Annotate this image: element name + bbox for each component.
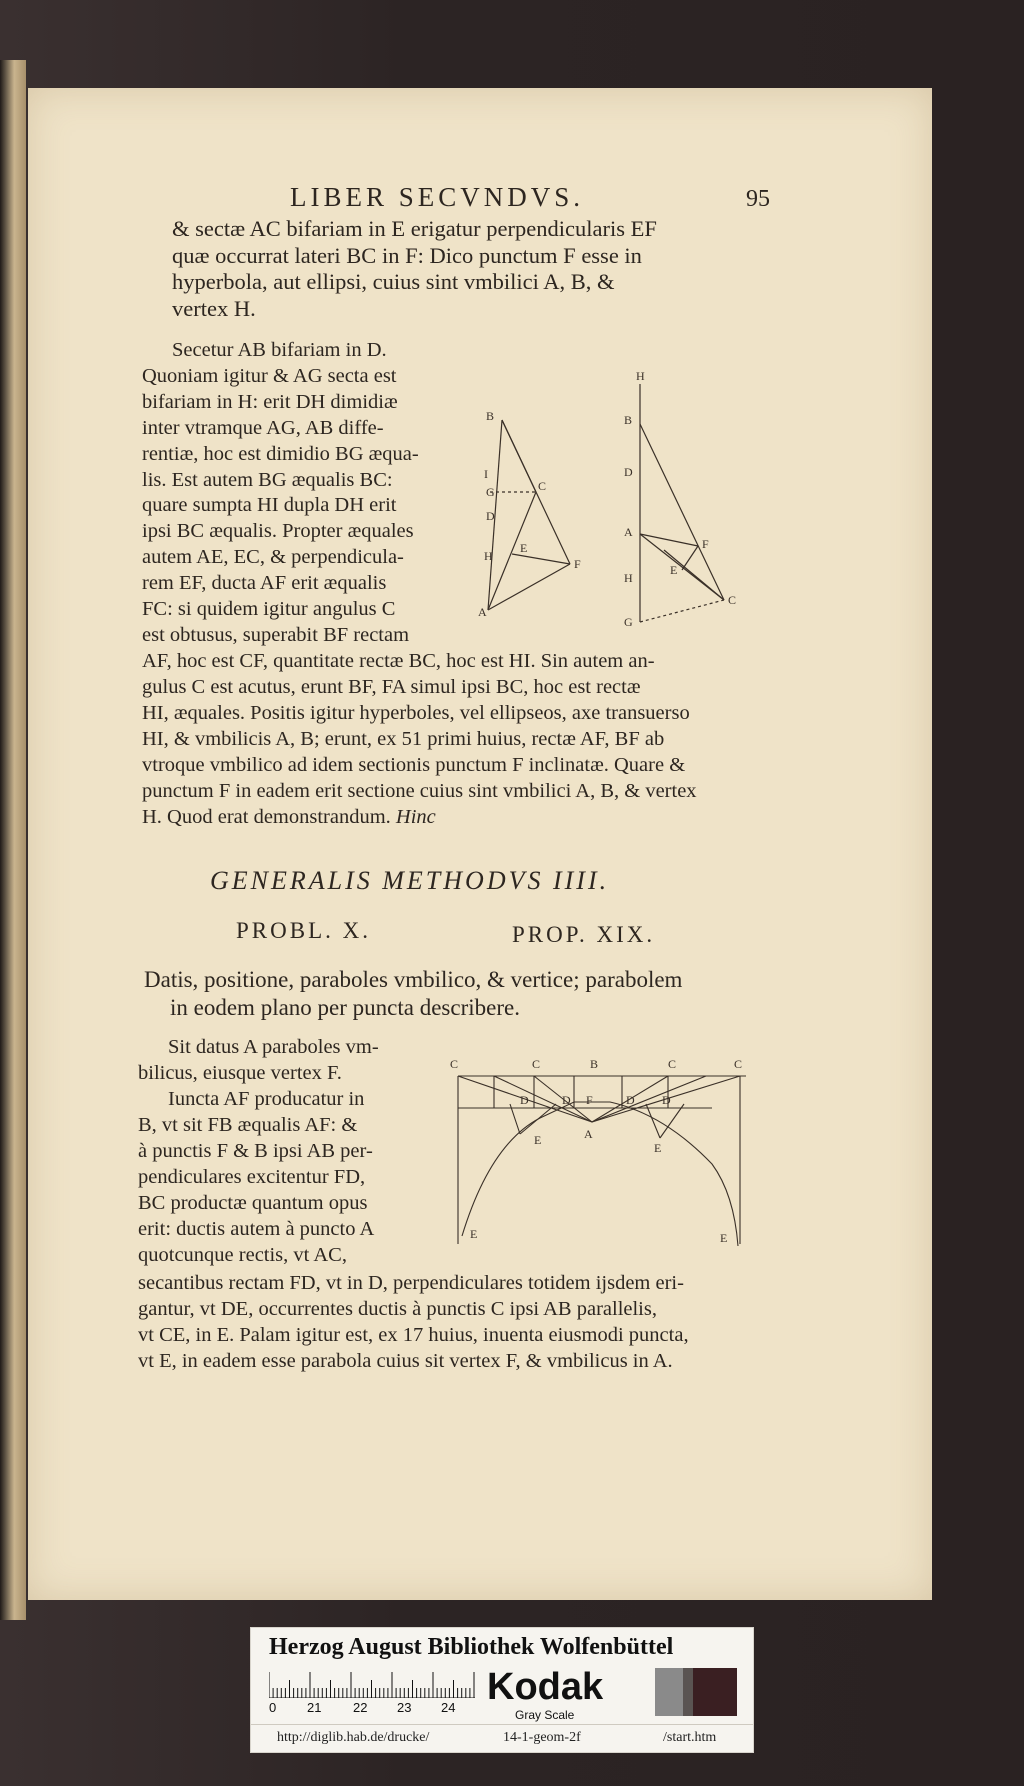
figure-label: E [654, 1141, 662, 1155]
text-line: bifariam in H: erit DH dimidiæ [142, 390, 398, 413]
text-line: B, vt sit FB æqualis AF: & [138, 1114, 358, 1136]
text-line: Datis, positione, paraboles vmbilico, & vertice; parabolem [144, 967, 683, 992]
text-line: vtroque vmbilico ad idem sectionis punctum F inclinatæ. Quare & [142, 754, 686, 776]
text-line: & sectæ AC bifariam in E erigatur perpendicularis EF [172, 216, 657, 241]
text-line: HI, & vmbilicis A, B; erunt, ex 51 primi huius, rectæ AF, BF ab [142, 728, 665, 750]
text-line: est obtusus, superabit BF rectam [142, 623, 410, 646]
figure-label: E [534, 1133, 542, 1147]
ruler-numbers [269, 1700, 479, 1716]
figure-label: F [574, 557, 581, 571]
gray-patch-light [655, 1668, 683, 1716]
figure-label: D [520, 1093, 529, 1107]
text-line: in eodem plano per puncta describere. [170, 995, 520, 1020]
text-line: pendiculares excitentur FD, [138, 1166, 366, 1188]
ruler-scale [269, 1672, 475, 1698]
text-line: ipsi BC æqualis. Propter æquales [142, 520, 414, 543]
ruler-number: 23 [397, 1700, 412, 1715]
figure-label: D [626, 1093, 635, 1107]
text-line: gulus C est acutus, erunt BF, FA simul ipsi BC, hoc est rectæ [142, 676, 641, 698]
figure-label: D [662, 1093, 671, 1107]
text-line: HI, æquales. Positis igitur hyperboles, vel ellipseos, axe transuerso [142, 702, 690, 724]
figure-label: B [590, 1057, 599, 1071]
text-line: lis. Est autem BG æqualis BC: [142, 468, 393, 491]
text-line: quare sumpta HI dupla DH erit [142, 494, 397, 517]
section-heading: GENERALIS METHODVS IIII. [210, 866, 610, 895]
text-line: rem EF, ducta AF erit æqualis [142, 572, 387, 595]
page-number: 95 [746, 186, 770, 212]
figure-label: A [584, 1127, 593, 1141]
text-line: erit: ductis autem à puncto A [138, 1218, 375, 1240]
figure-label: B [624, 413, 633, 427]
ruler-number: 22 [353, 1700, 368, 1715]
figure-label: C [538, 479, 547, 493]
text-line: Sit datus A paraboles vm- [168, 1036, 379, 1058]
proposition-number: PROP. XIX. [512, 922, 656, 947]
text-line: secantibus rectam FD, vt in D, perpendiculares totidem ijsdem eri- [138, 1272, 684, 1294]
text-line [142, 804, 782, 830]
previous-page-edge [0, 60, 26, 1620]
figure-label: F [702, 537, 709, 551]
ruler-number: 0 [269, 1700, 277, 1715]
triangle-diagrams [478, 364, 758, 630]
text-span: H. Quod erat demonstrandum. [142, 806, 391, 828]
text-line: BC productæ quantum opus [138, 1192, 368, 1214]
text-line: autem AE, EC, & perpendicula- [142, 546, 404, 569]
figure-label: C [532, 1057, 541, 1071]
text-line: AF, hoc est CF, quantitate rectæ BC, hoc est HI. Sin autem an- [142, 650, 655, 672]
paragraph-3-full [138, 1270, 788, 1374]
text-line: gantur, vt DE, occurrentes ductis à punctis C ipsi AB parallelis, [138, 1298, 657, 1320]
text-line: Secetur AB bifariam in D. [172, 339, 387, 361]
text-line: vertex H. [172, 295, 256, 321]
paragraph-1 [172, 216, 776, 322]
text-line: punctum F in eadem erit sectione cuius sint vmbilici A, B, & vertex [142, 780, 697, 802]
figure-label: I [484, 467, 488, 481]
card-divider [251, 1724, 753, 1725]
gray-scale-label: Gray Scale [515, 1708, 575, 1722]
figure-label: H [636, 369, 645, 383]
text-line: Iuncta AF producatur in [168, 1088, 365, 1110]
figure-label: H [484, 549, 493, 563]
text-line: FC: si quidem igitur angulus C [142, 598, 396, 621]
figure-label: B [486, 409, 495, 423]
ruler-number: 24 [441, 1700, 456, 1715]
figure-label: H [624, 571, 633, 585]
gray-patch-black [693, 1668, 737, 1716]
gray-patch-dark [683, 1668, 693, 1716]
running-head: LIBER SECVNDVS. [290, 182, 585, 212]
figure-label: E [520, 541, 528, 555]
figure-label: E [470, 1227, 478, 1241]
figure-label: C [450, 1057, 459, 1071]
figure-label: C [734, 1057, 743, 1071]
text-line: quæ occurrat lateri BC in F: Dico punctum F esse in [172, 242, 642, 268]
problem-number: PROBL. X. [236, 918, 371, 943]
figure-label: D [624, 465, 633, 479]
paragraph-2-full [142, 648, 782, 830]
figure-label: G [486, 485, 495, 499]
proposition-statement [144, 966, 784, 1022]
text-line: Quoniam igitur & AG secta est [142, 364, 397, 387]
figure-label: F [586, 1093, 593, 1107]
paragraph-3-narrow [138, 1034, 438, 1268]
kodak-logo: Kodak [487, 1666, 604, 1708]
figure-label: D [486, 509, 495, 523]
url-right: /start.htm [663, 1730, 717, 1745]
institution-name: Herzog August Bibliothek Wolfenbüttel [269, 1634, 674, 1660]
text-line: à punctis F & B ipsi AB per- [138, 1140, 373, 1162]
figure-label: A [624, 525, 633, 539]
parabola-diagram [450, 1054, 750, 1252]
url-middle: 14-1-geom-2f [503, 1730, 581, 1745]
text-line: quotcunque rectis, vt AC, [138, 1244, 347, 1266]
paragraph-2-narrow [142, 338, 472, 649]
url-left: http://diglib.hab.de/drucke/ [277, 1730, 430, 1745]
library-color-card [250, 1627, 754, 1753]
text-line: bilicus, eiusque vertex F. [138, 1062, 342, 1084]
text-line: vt E, in eadem esse parabola cuius sit vertex F, & vmbilicus in A. [138, 1350, 673, 1372]
figure-label: C [728, 593, 737, 607]
catchword: Hinc [395, 806, 436, 828]
text-line: vt CE, in E. Palam igitur est, ex 17 huius, inuenta eiusmodi puncta, [138, 1324, 689, 1346]
figure-label: E [720, 1231, 728, 1245]
figure-label: E [670, 563, 678, 577]
figure-label: C [668, 1057, 677, 1071]
figure-label: D [562, 1093, 571, 1107]
text-line: hyperbola, aut ellipsi, cuius sint vmbilici A, B, & [172, 269, 615, 295]
text-line: inter vtramque AG, AB diffe- [142, 416, 384, 439]
ruler-number: 21 [307, 1700, 322, 1715]
text-line: rentiæ, hoc est dimidio BG æqua- [142, 442, 419, 465]
figure-label: G [624, 615, 633, 629]
figure-label: A [478, 605, 487, 619]
